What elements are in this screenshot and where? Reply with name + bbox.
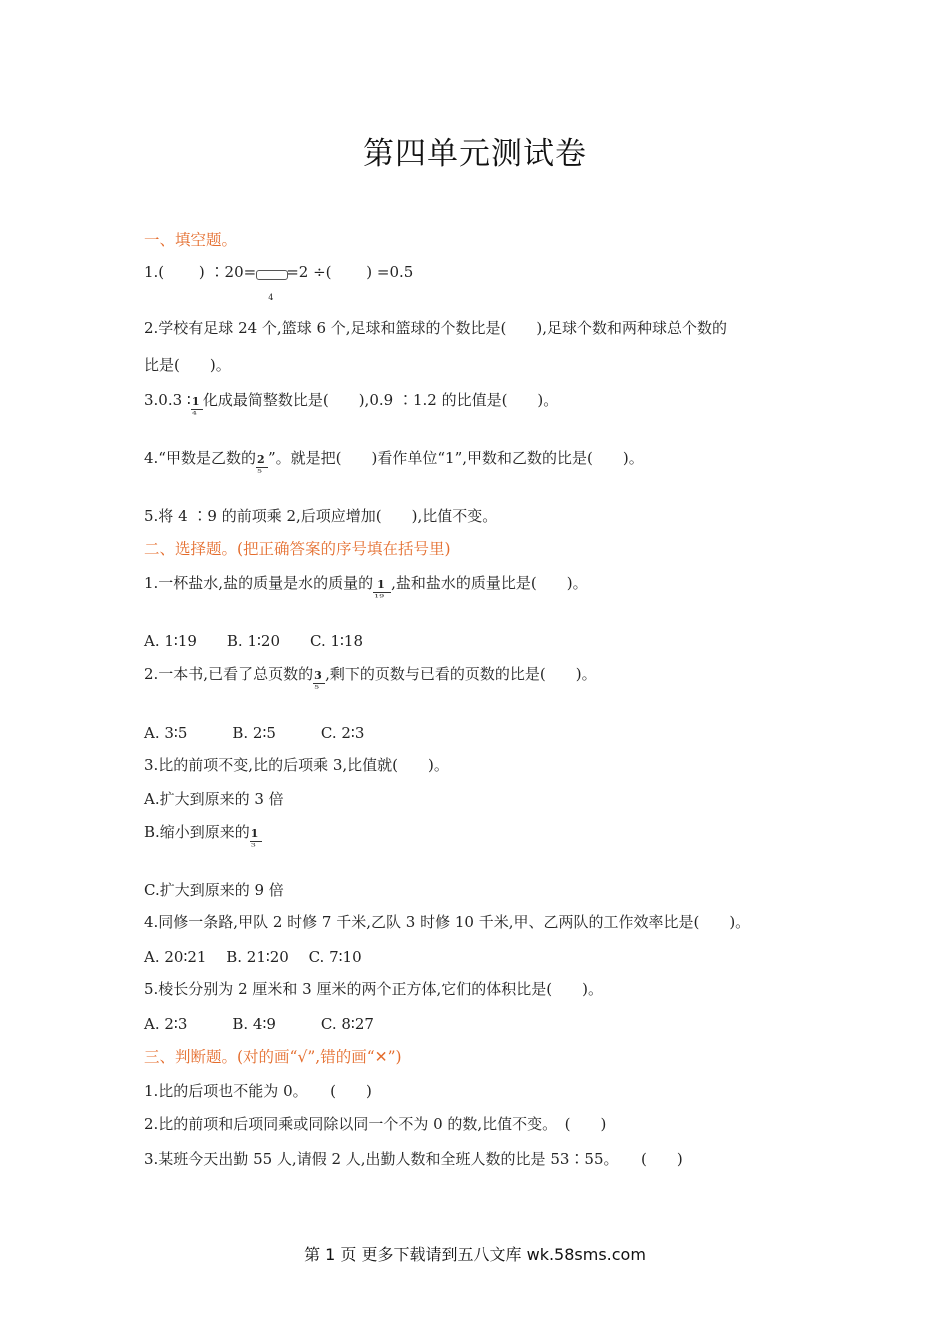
choice-question-3-option-a: A.扩大到原来的 3 倍 <box>144 790 284 808</box>
fill-question-2-line-1: 2.学校有足球 24 个,篮球 6 个,足球和篮球的个数比是( ),足球个数和两种球总个数的 <box>144 319 728 337</box>
fill-q3-text-b: 化成最简整数比是( ),0.9 ∶1.2 的比值是( )。 <box>202 391 559 409</box>
choice-question-3-option-c: C.扩大到原来的 9 倍 <box>144 881 284 899</box>
fill-q3-denominator: 4 <box>191 410 197 416</box>
choice-question-4-options: A. 20∶21 B. 21∶20 C. 7∶10 <box>144 948 362 966</box>
section-heading-judge: 三、判断题。(对的画“√”,错的画“✕”) <box>144 1048 402 1066</box>
choice-q2-denominator: 5 <box>314 684 320 690</box>
choice-question-4: 4.同修一条路,甲队 2 时修 7 千米,乙队 3 时修 10 千米,甲、乙两队的工作效率比是( )。 <box>144 913 751 931</box>
page-footer: 第 1 页 更多下载请到五八文库 wk.58sms.com <box>304 1245 646 1264</box>
fill-q1-text-a: 1.( ) ∶20= <box>144 263 257 281</box>
fill-q3-text-a: 3.0.3 ∶ <box>144 391 191 409</box>
section-heading-fill: 一、填空题。 <box>144 231 238 249</box>
judge-question-3: 3.某班今天出勤 55 人,请假 2 人,出勤人数和全班人数的比是 53∶55。 ( ) <box>144 1150 683 1168</box>
judge-question-2: 2.比的前项和后项同乘或同除以同一个不为 0 的数,比值不变。 ( ) <box>144 1115 607 1133</box>
page-title: 第四单元测试卷 <box>363 136 587 172</box>
choice-q1-text-a: 1.一杯盐水,盐的质量是水的质量的 <box>144 574 374 592</box>
choice-question-1-options: A. 1∶19 B. 1∶20 C. 1∶18 <box>144 632 364 650</box>
fill-question-1 <box>144 262 414 302</box>
choice-q1-denominator: 19 <box>374 593 385 599</box>
section-heading-choice: 二、选择题。(把正确答案的序号填在括号里) <box>144 540 451 558</box>
fill-q4-text-b: ”。就是把( )看作单位“1”,甲数和乙数的比是( )。 <box>267 449 644 467</box>
choice-q1-numerator: 1 <box>377 578 385 591</box>
judge-question-1: 1.比的后项也不能为 0。 ( ) <box>144 1082 372 1100</box>
fill-q3-fraction <box>191 390 203 416</box>
fill-q1-denominator: 4 <box>268 293 274 302</box>
fill-q1-fraction-box <box>256 262 286 302</box>
choice-q3-optb-numerator: 1 <box>250 827 259 840</box>
choice-q1-fraction <box>373 573 391 599</box>
choice-question-1 <box>144 573 588 599</box>
choice-q3-optb-denominator: 3 <box>250 842 256 848</box>
choice-q2-text-b: ,剩下的页数与已看的页数的比是( )。 <box>325 665 597 683</box>
choice-q3-optb-fraction <box>250 822 262 848</box>
fill-q4-text-a: 4.“甲数是乙数的 <box>144 449 256 467</box>
choice-q2-numerator: 3 <box>314 669 322 682</box>
fill-question-5: 5.将 4 ∶9 的前项乘 2,后项应增加( ),比值不变。 <box>144 507 498 525</box>
choice-q2-fraction <box>313 664 325 690</box>
choice-question-3-option-b <box>144 822 262 848</box>
choice-question-5-options: A. 2∶3 B. 4∶9 C. 8∶27 <box>144 1015 374 1033</box>
fill-question-3 <box>144 390 559 416</box>
fill-question-2-line-2: 比是( )。 <box>144 356 231 374</box>
choice-question-3: 3.比的前项不变,比的后项乘 3,比值就( )。 <box>144 756 449 774</box>
choice-question-2-options: A. 3∶5 B. 2∶5 C. 2∶3 <box>144 724 365 742</box>
fill-q4-numerator: 2 <box>256 453 265 466</box>
fill-q3-numerator: 1 <box>191 395 200 408</box>
fill-question-4 <box>144 448 644 474</box>
fill-q4-fraction <box>256 448 268 474</box>
choice-q3-optb-text: B.缩小到原来的 <box>144 823 250 841</box>
fill-q1-text-b: =2 ÷( ) =0.5 <box>286 263 414 281</box>
choice-question-2 <box>144 664 597 690</box>
choice-q1-text-b: ,盐和盐水的质量比是( )。 <box>391 574 588 592</box>
choice-q2-text-a: 2.一本书,已看了总页数的 <box>144 665 314 683</box>
choice-question-5: 5.棱长分别为 2 厘米和 3 厘米的两个正方体,它们的体积比是( )。 <box>144 980 603 998</box>
fill-q4-denominator: 5 <box>256 468 263 474</box>
